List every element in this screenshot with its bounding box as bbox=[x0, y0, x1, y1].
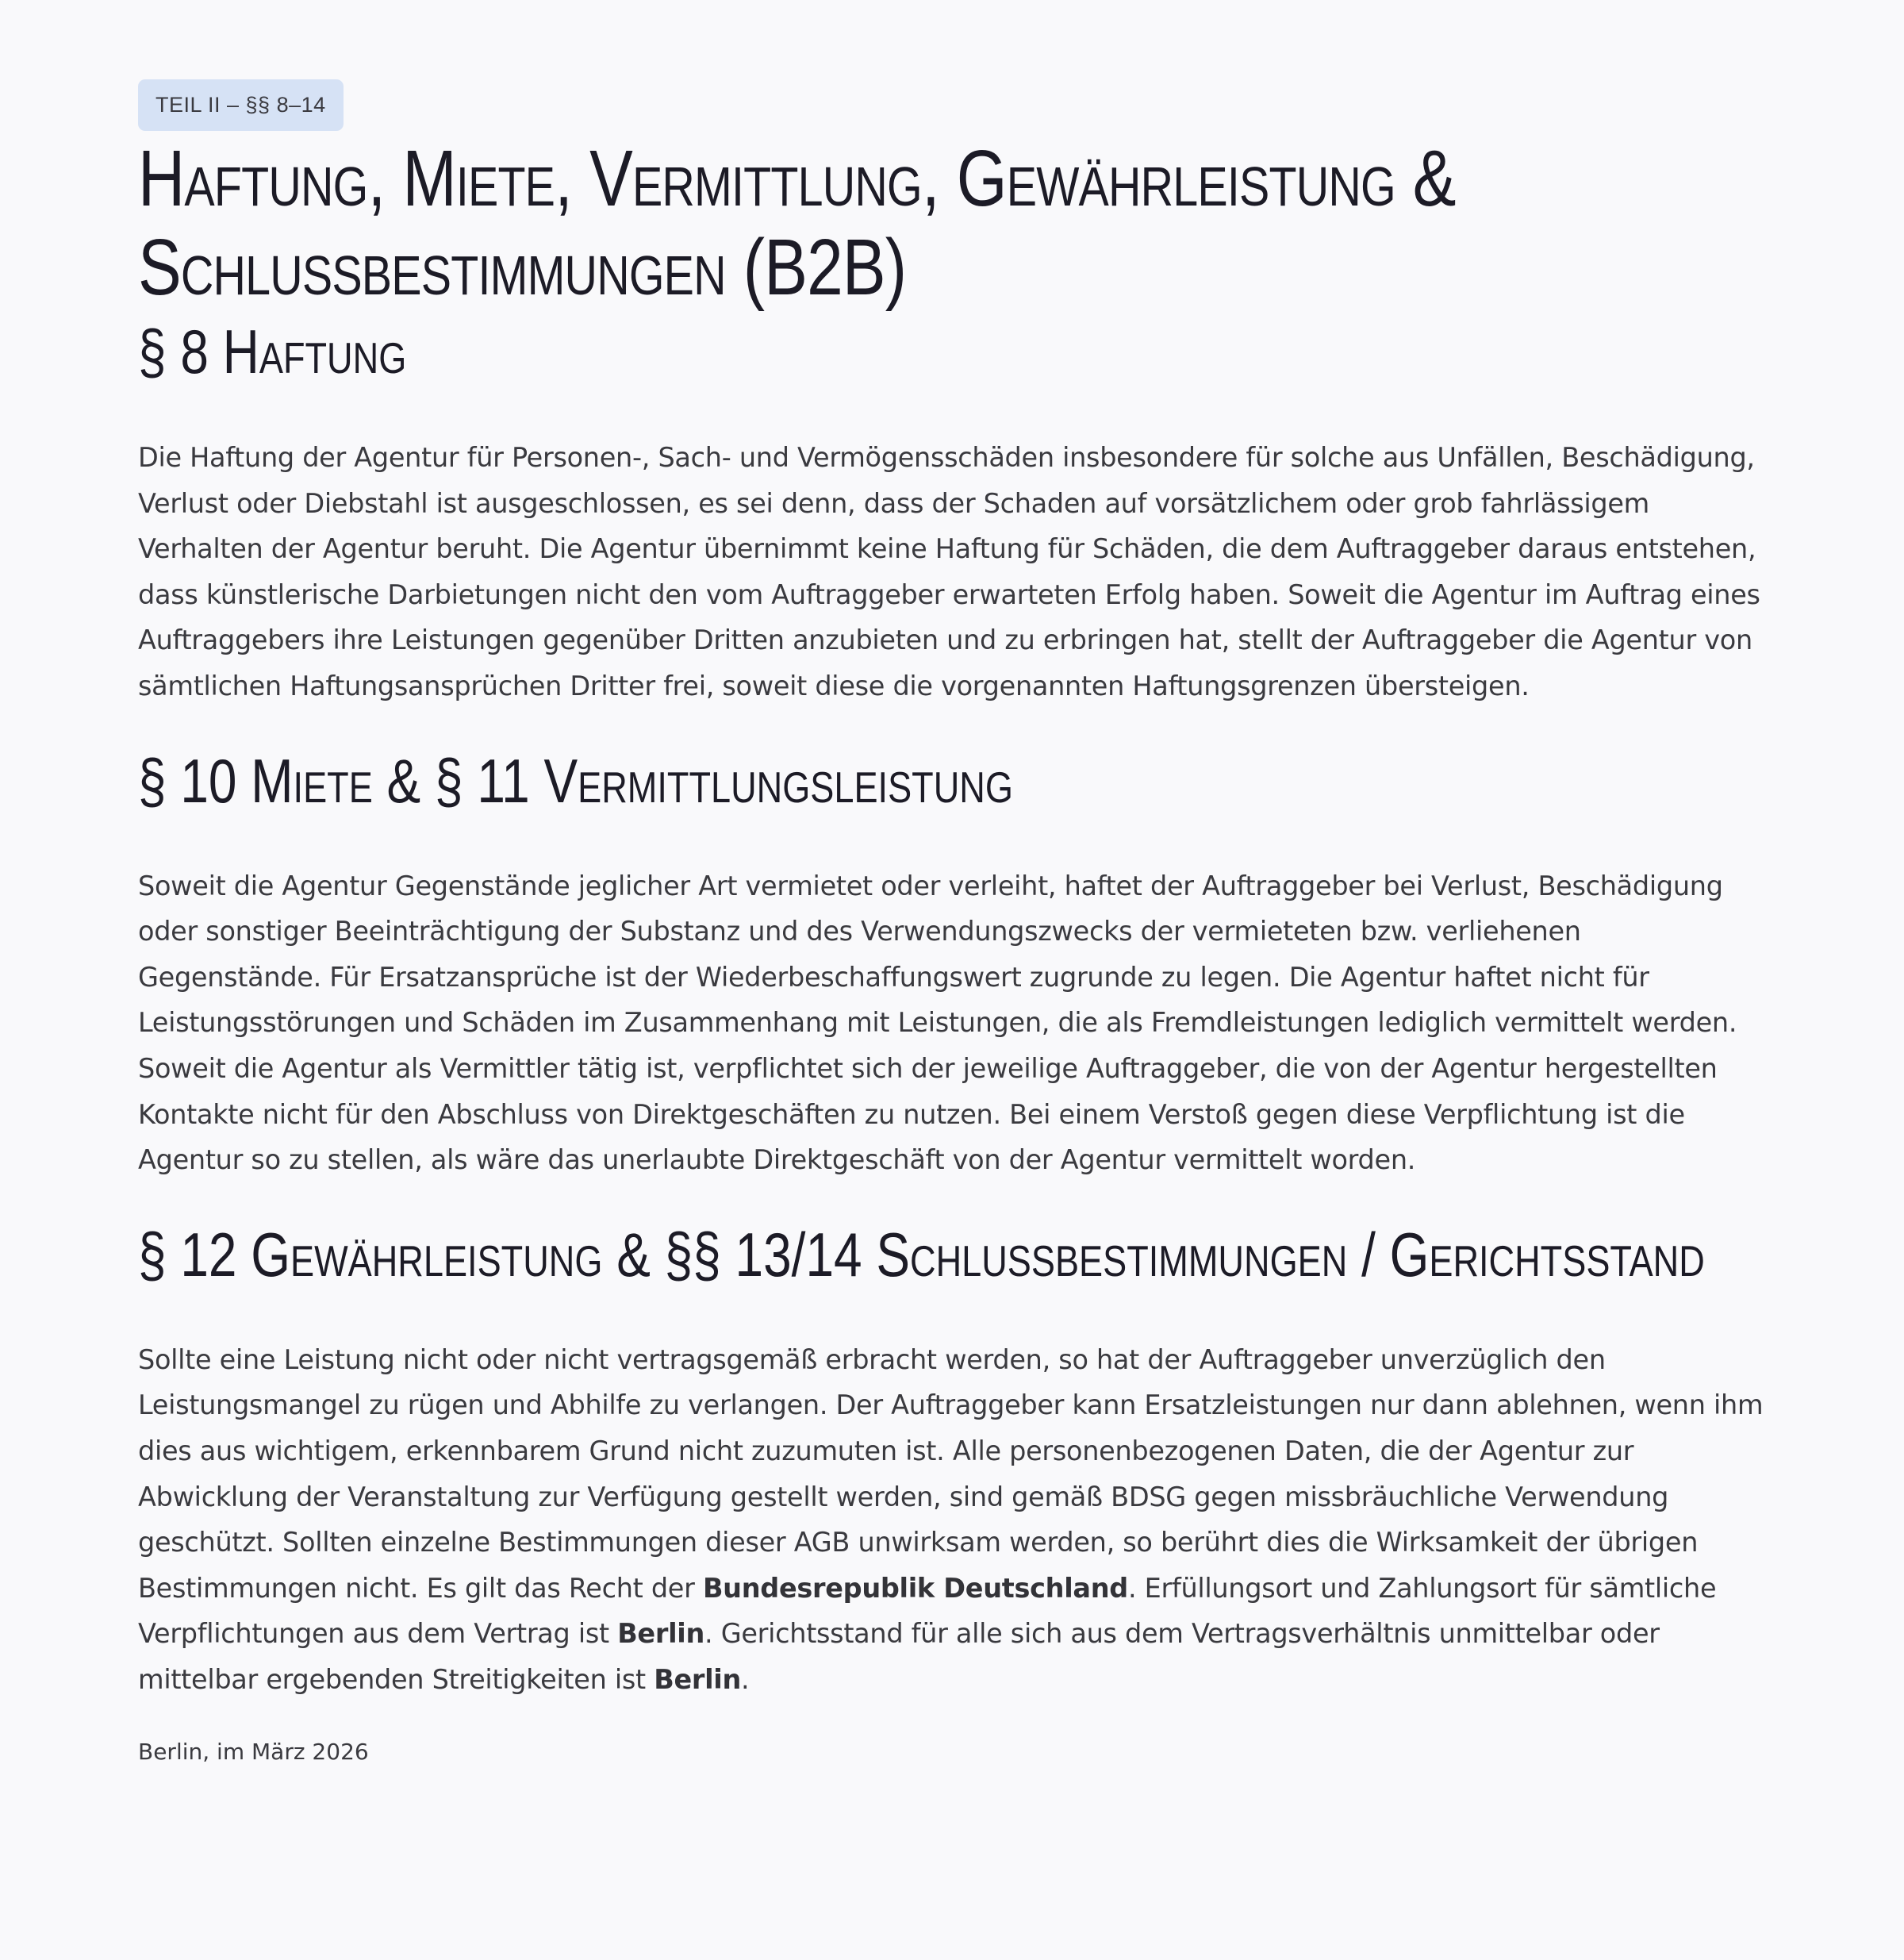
body-text: . bbox=[741, 1663, 750, 1695]
section-heading: § 10 Miete & § 11 Vermittlungsleistung bbox=[138, 745, 1013, 816]
section-heading: § 12 Gewährleistung & §§ 13/14 Schlussbestimmungen / Gerichtsstand bbox=[138, 1219, 1705, 1289]
section-miete-vermittlung bbox=[138, 741, 1766, 1183]
section-body bbox=[138, 1337, 1766, 1703]
section-heading: § 8 Haftung bbox=[138, 317, 407, 386]
body-text: Sollte eine Leistung nicht oder nicht vertragsgemäß erbracht werden, so hat der Auftraggeber unverzüglich den Leistungsmangel zu rügen und Abhilfe zu verlangen. Der Auftraggeber kann Ersatzleistungen nur dann ablehnen, wenn ihm dies aus wichtigem, erkennbarem Grund nicht zuzumuten ist. Alle personenbezogenen Daten, die der Agentur zur Abwicklung der Veranstaltung zur Verfügung gestellt werden, sind gemäß BDSG gegen missbräuchliche Verwendung geschützt. Sollten einzelne Bestimmungen dieser AGB unwirksam werden, so berührt dies die Wirksamkeit der übrigen Bestimmungen nicht. Es gilt das Recht der bbox=[138, 1343, 1764, 1604]
emphasis-law-country: Bundesrepublik Deutschland bbox=[702, 1572, 1128, 1604]
section-gewaehrleistung-schluss bbox=[138, 1215, 1766, 1703]
section-haftung bbox=[138, 312, 1766, 709]
body-text: . Gerichtsstand für alle sich aus dem Vertragsverhältnis unmittelbar oder mittelbar ergebenden Streitigkeiten ist bbox=[138, 1618, 1660, 1695]
emphasis-jurisdiction: Berlin bbox=[654, 1663, 742, 1695]
section-body: Die Haftung der Agentur für Personen-, Sach- und Vermögensschäden insbesondere für solche aus Unfällen, Beschädigung, Verlust oder Diebstahl ist ausgeschlossen, es sei denn, dass der Schaden auf vorsätzlichem oder grob fahrlässigem Verhalten der Agentur beruht. Die Agentur übernimmt keine Haftung für Schäden, die dem Auftraggeber daraus entstehen, dass künstlerische Darbietungen nicht den vom Auftraggeber erwarteten Erfolg haben. Soweit die Agentur im Auftrag eines Auftraggebers ihre Leistungen gegenüber Dritten anzubieten und zu erbringen hat, stellt der Auftraggeber die Agentur von sämtlichen Haftungsansprüchen Dritter frei, soweit diese die vorgenannten Haftungsgrenzen übersteigen. bbox=[138, 442, 1760, 701]
section-body: Soweit die Agentur Gegenstände jeglicher Art vermietet oder verleiht, haftet der Auftraggeber bei Verlust, Beschädigung oder sonstiger Beeinträchtigung der Substanz und des Verwendungszwecks der vermieteten bzw. verliehenen Gegenstände. Für Ersatzansprüche ist der Wiederbeschaffungswert zugrunde zu legen. Die Agentur haftet nicht für Leistungsstörungen und Schäden im Zusammenhang mit Leistungen, die als Fremdleistungen lediglich vermittelt werden. Soweit die Agentur als Vermittler tätig ist, verpflichtet sich der jeweilige Auftraggeber, die von der Agentur hergestellten Kontakte nicht für den Abschluss von Direktgeschäften zu nutzen. Bei einem Verstoß gegen diese Verpflichtung ist die Agentur so zu stellen, als wäre das unerlaubte Direktgeschäft von der Agentur vermittelt worden. bbox=[138, 870, 1737, 1176]
part-badge: TEIL II – §§ 8–14 bbox=[138, 79, 344, 131]
place-date-footer: Berlin, im März 2026 bbox=[138, 1739, 369, 1766]
page-title: Haftung, Miete, Vermittlung, Gewährleistung & Schlussbestimmungen (B2B) bbox=[138, 134, 1456, 312]
body-text: . Erfüllungsort und Zahlungsort für sämtliche Verpflichtungen aus dem Vertrag ist bbox=[138, 1572, 1717, 1650]
emphasis-place-of-performance: Berlin bbox=[617, 1618, 704, 1650]
